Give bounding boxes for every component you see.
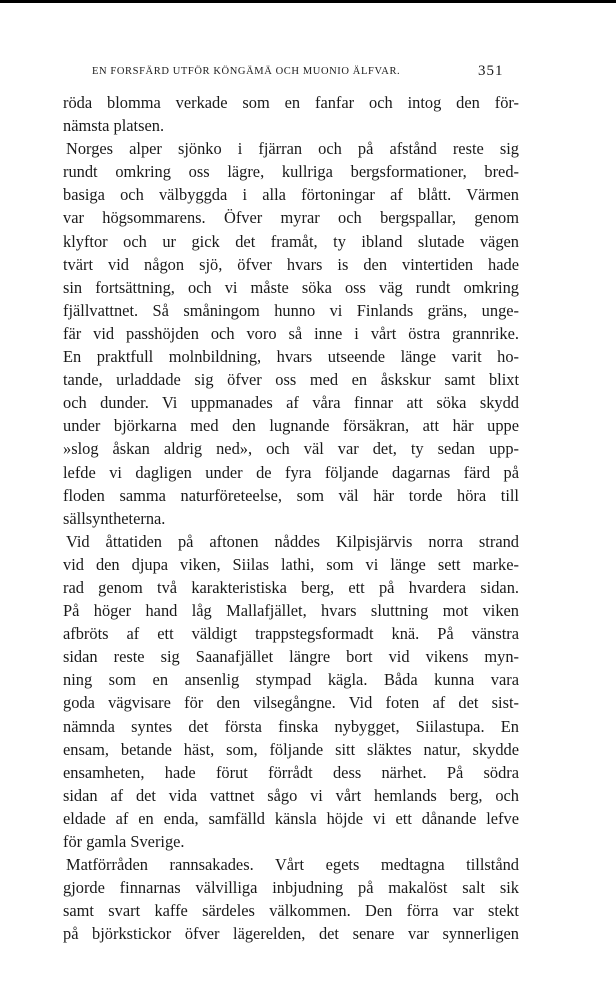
text-line: och dunder. Vi uppmanades af våra finnar att söka skydd	[63, 393, 519, 413]
text-line: nämsta platsen.	[63, 116, 165, 136]
text-line: goda vägvisare för den vilsegångne. Vid foten af det sist-	[63, 693, 519, 713]
text-line: vid den djupa viken, Siilas lathi, som vi länge sett marke-	[63, 554, 519, 574]
page-number: 351	[478, 63, 504, 79]
text-line: En praktfull molnbildning, hvars utseende länge varit ho-	[63, 347, 519, 367]
text-line: rundt omkring oss lägre, kullriga bergsformationer, bred-	[63, 162, 519, 182]
text-line: floden samma naturföreteelse, som väl här torde höra till	[63, 485, 519, 505]
text-line: sällsyntheterna.	[63, 508, 166, 528]
text-line: fär vid passhöjden och voro så inne i vårt östra grannrike.	[63, 323, 519, 343]
text-line: klyftor och ur gick det framåt, ty ibland slutade vägen	[63, 231, 519, 251]
text-line: under björkarna med den lugnande försäkran, att här uppe	[63, 416, 519, 436]
text-line: tande, urladdade sig öfver oss med en åskskur samt blixt	[63, 370, 519, 390]
text-line: tvärt vid någon sjö, öfver hvars is den vintertiden hade	[63, 254, 519, 274]
text-line: gjorde finnarnas välvilliga inbjudning på makalöst salt sik	[63, 878, 519, 898]
text-line: rad genom två karakteristiska berg, ett på hvardera sidan.	[63, 577, 519, 597]
text-line: eldade af en enda, samfälld känsla höjde vi ett dånande lefve	[63, 808, 519, 828]
text-line: fjällvattnet. Så småningom hunno vi Finlands gräns, unge-	[63, 300, 519, 320]
text-line: basiga och välbyggda i alla förtoningar af blått. Värmen	[63, 185, 519, 205]
text-line: På höger hand låg Mallafjället, hvars sluttning mot viken	[63, 601, 519, 621]
text-line: ning som en ansenlig stympad kägla. Båda kunna vara	[63, 670, 519, 690]
running-header: EN FORSFÄRD UTFÖR KÖNGÄMÄ OCH MUONIO ÄLFVAR.	[92, 66, 401, 77]
text-line: afbröts af ett väldigt trappstegsformadt knä. På vänstra	[63, 624, 519, 644]
text-line: var högsommarens. Öfver myrar och bergspallar, genom	[63, 208, 519, 228]
text-line: på björkstickor öfver lägerelden, det senare var synnerligen	[63, 924, 519, 944]
text-line: för gamla Sverige.	[63, 832, 185, 851]
text-line: Norges alper sjönko i fjärran och på afstånd reste sig	[66, 139, 519, 159]
text-line: lefde vi dagligen under de fyra följande dagarnas färd på	[63, 462, 519, 482]
text-line: »slog åskan aldrig ned», och väl var det, ty sedan upp-	[63, 439, 519, 459]
text-line: röda blomma verkade som en fanfar och intog den för-	[63, 93, 519, 112]
text-line: ensamheten, hade förut förrådt dess närhet. På södra	[63, 762, 519, 782]
text-line: nämnda syntes det första finska nybygget, Siilastupa. En	[63, 716, 519, 736]
text-line: samt svart kaffe särdeles välkommen. Den förra var stekt	[63, 901, 519, 921]
text-line: sidan reste sig Saanafjället längre bort vid vikens myn-	[63, 647, 519, 667]
top-border-rule	[0, 0, 616, 3]
text-line: sin fortsättning, och vi måste söka oss väg rundt omkring	[63, 277, 519, 297]
text-line: Matförråden rannsakades. Vårt egets medtagna tillstånd	[66, 855, 519, 875]
text-line: ensam, betande häst, som, följande sitt släktes natur, skydde	[63, 739, 519, 759]
text-line: Vid åttatiden på aftonen nåddes Kilpisjärvis norra strand	[66, 531, 519, 551]
text-line: sidan af det vida vattnet sågo vi vårt hemlands berg, och	[63, 785, 519, 805]
body-text	[63, 91, 519, 945]
